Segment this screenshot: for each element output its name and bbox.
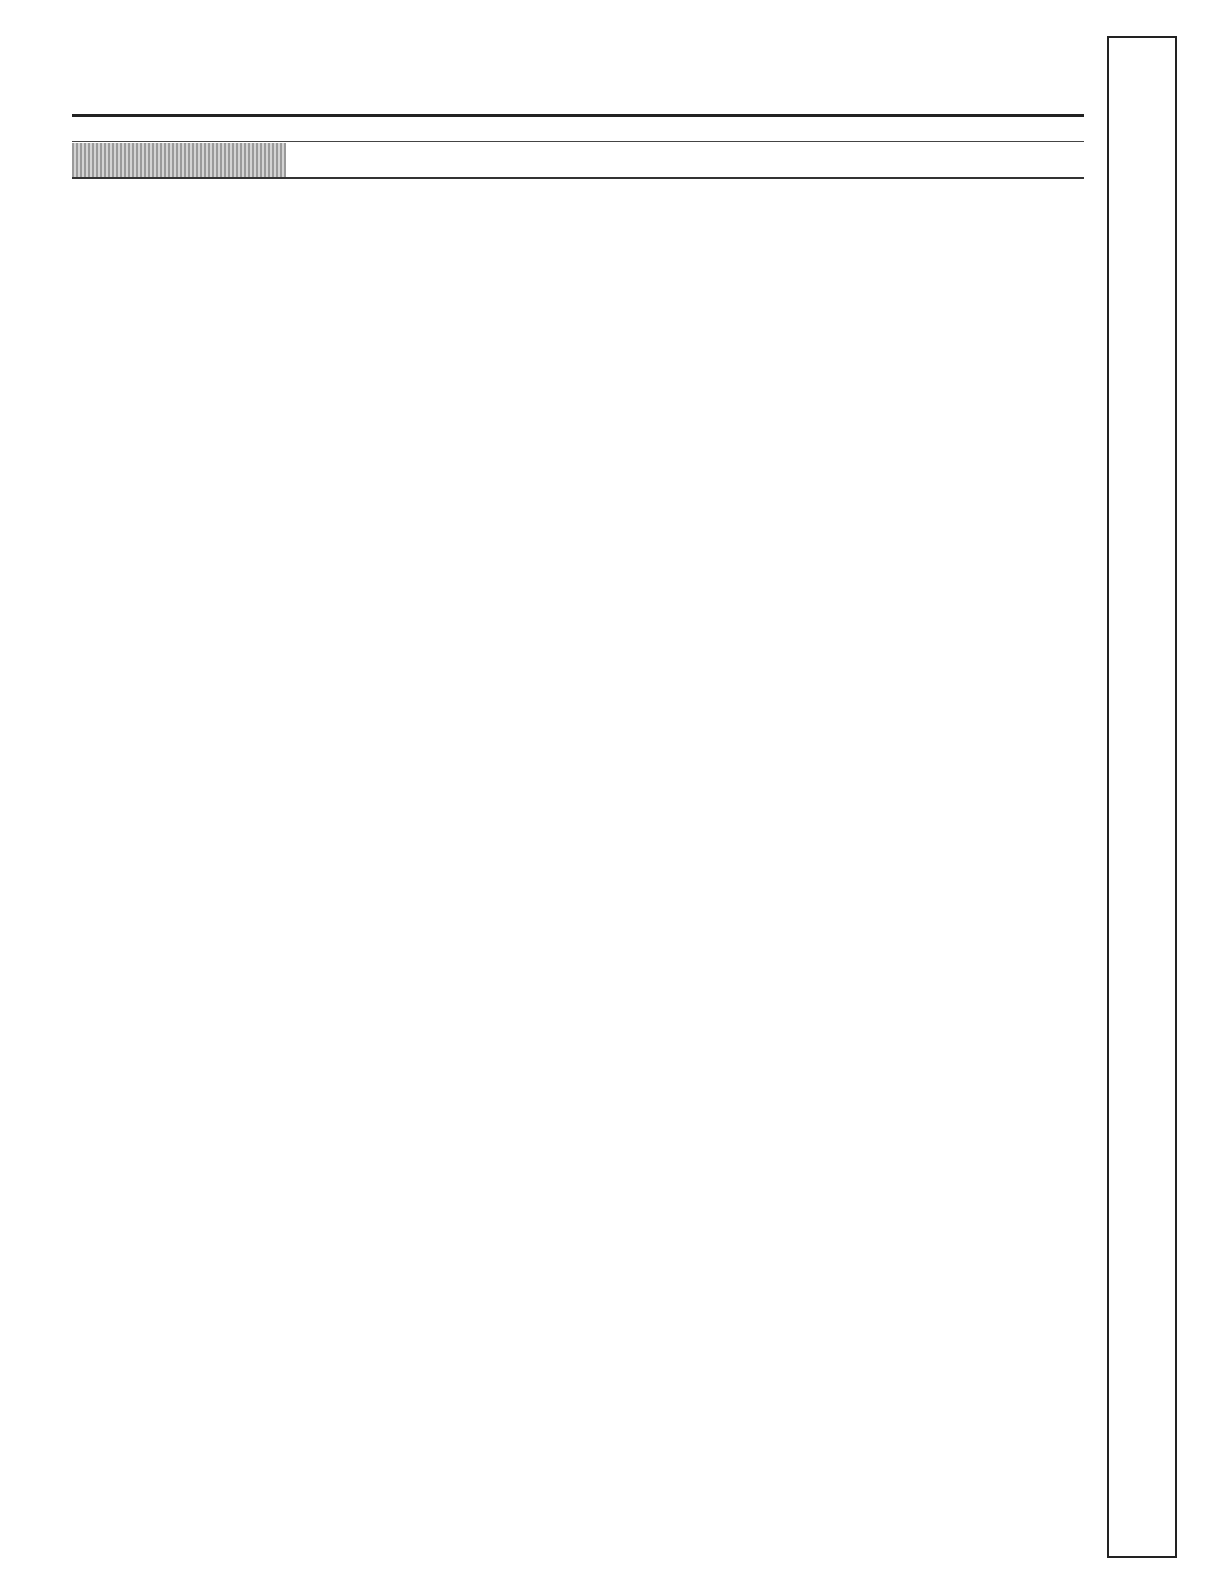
header-problem bbox=[72, 143, 286, 177]
troubleshooting-table bbox=[72, 143, 1084, 179]
section-tabs bbox=[1107, 36, 1177, 1558]
table-header bbox=[72, 143, 1084, 179]
top-rule bbox=[72, 114, 1084, 117]
header-rule bbox=[72, 141, 1084, 142]
